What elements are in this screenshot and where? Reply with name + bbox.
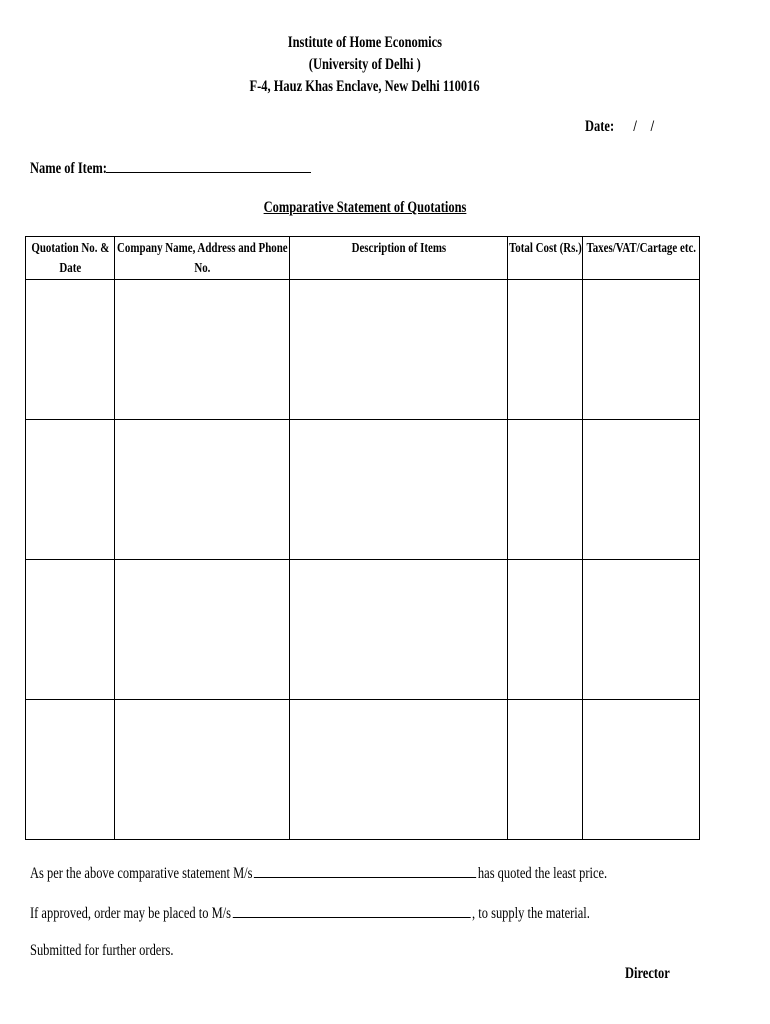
- date-label: Date:: [585, 118, 615, 135]
- table-cell[interactable]: [583, 420, 700, 560]
- table-cell[interactable]: [583, 560, 700, 700]
- table-cell[interactable]: [115, 700, 290, 840]
- table-cell[interactable]: [26, 280, 115, 420]
- order-company-blank: [233, 904, 471, 918]
- table-cell[interactable]: [26, 560, 115, 700]
- table-cell[interactable]: [26, 700, 115, 840]
- table-cell[interactable]: [115, 280, 290, 420]
- column-header: Quotation No. & Date: [26, 237, 115, 280]
- table-row: [26, 700, 700, 840]
- least-price-statement: As per the above comparative statement M/s has quoted the least price.: [30, 865, 608, 882]
- date-separator: /: [633, 118, 637, 135]
- table-row: [26, 420, 700, 560]
- table-header-row: [26, 237, 700, 280]
- date-field: [585, 118, 659, 136]
- table-row: [26, 560, 700, 700]
- table-cell[interactable]: [290, 420, 508, 560]
- table-cell[interactable]: [583, 700, 700, 840]
- submission-note: Submitted for further orders.: [30, 942, 174, 959]
- institute-name: Institute of Home Economics: [287, 34, 443, 51]
- table-row: [26, 280, 700, 420]
- document-header: [0, 32, 730, 98]
- quotations-table: [25, 236, 700, 840]
- column-header: Total Cost (Rs.): [508, 237, 583, 280]
- table-cell[interactable]: [26, 420, 115, 560]
- table-cell[interactable]: [508, 420, 583, 560]
- column-header: Taxes/VAT/Cartage etc.: [583, 237, 700, 280]
- table-cell[interactable]: [290, 700, 508, 840]
- table-cell[interactable]: [508, 700, 583, 840]
- statement-title: Comparative Statement of Quotations: [263, 199, 467, 216]
- least-price-company-blank: [254, 864, 476, 878]
- table-cell[interactable]: [290, 560, 508, 700]
- institute-address: F-4, Hauz Khas Enclave, New Delhi 110016: [249, 78, 481, 95]
- table-cell[interactable]: [583, 280, 700, 420]
- table-cell[interactable]: [115, 420, 290, 560]
- name-of-item-blank: [106, 158, 311, 173]
- table-cell[interactable]: [508, 560, 583, 700]
- date-separator: /: [650, 118, 655, 135]
- name-of-item-label: Name of Item:: [30, 160, 107, 177]
- name-of-item-field: [30, 158, 311, 178]
- signatory-director: Director: [625, 965, 670, 982]
- table-cell[interactable]: [508, 280, 583, 420]
- order-placement-statement: If approved, order may be placed to M/s , to supply the material.: [30, 905, 590, 922]
- table-cell[interactable]: [290, 280, 508, 420]
- table-cell[interactable]: [115, 560, 290, 700]
- column-header: Company Name, Address and Phone No.: [115, 237, 290, 280]
- column-header: Description of Items: [290, 237, 508, 280]
- university-name: (University of Delhi ): [309, 56, 421, 73]
